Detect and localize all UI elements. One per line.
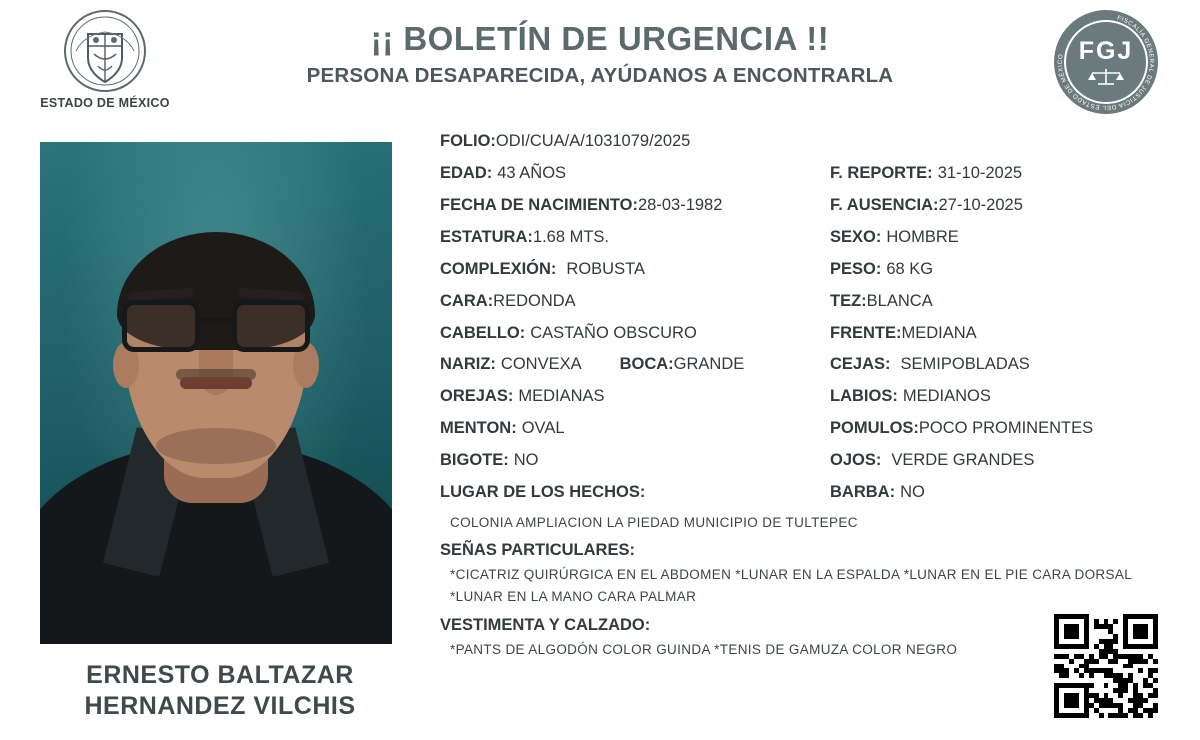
field-estatura-value: 1.68 MTS.	[532, 227, 610, 246]
field-complexion-value: ROBUSTA	[566, 259, 645, 278]
fgj-logo	[1054, 10, 1158, 114]
section-vestimenta	[440, 614, 1160, 660]
field-peso-value: 68 KG	[886, 259, 934, 278]
row-cara-tez	[440, 290, 1160, 314]
field-bigote	[440, 449, 830, 473]
field-complexion-label: COMPLEXIÓN:	[440, 259, 557, 278]
field-frente-label: FRENTE:	[830, 323, 902, 342]
field-bigote-value: NO	[513, 451, 539, 470]
field-f-ausencia-value: 27-10-2025	[938, 195, 1023, 214]
field-cabello-label: CABELLO:	[440, 323, 526, 342]
field-orejas-value: MEDIANAS	[518, 387, 605, 406]
field-fecha-nacimiento-label: FECHA DE NACIMIENTO:	[440, 195, 638, 214]
field-ojos	[830, 449, 1160, 473]
field-orejas-label: OREJAS:	[440, 387, 514, 406]
field-cejas-value: SEMIPOBLADAS	[900, 355, 1030, 374]
section-vestimenta-line-1: *PANTS DE ALGODÓN COLOR GUINDA *TENIS DE GAMUZA COLOR NEGRO	[450, 641, 958, 657]
field-fecha-nacimiento	[440, 194, 830, 218]
field-tez-label: TEZ:	[830, 291, 867, 310]
field-folio	[440, 130, 830, 154]
field-nariz-label: NARIZ:	[440, 355, 496, 374]
field-menton-label: MENTON:	[440, 419, 517, 438]
field-ojos-label: OJOS:	[830, 451, 882, 470]
field-frente-value: MEDIANA	[901, 323, 977, 342]
section-senas-line-2: *LUNAR EN LA MANO CARA PALMAR	[450, 589, 697, 605]
field-edad	[440, 162, 830, 186]
field-ojos-value: VERDE GRANDES	[891, 451, 1035, 470]
field-cara-value: REDONDA	[493, 291, 576, 310]
poster-header	[0, 0, 1200, 120]
field-peso	[830, 258, 1160, 282]
poster-title: ¡¡ BOLETÍN DE URGENCIA !!	[370, 20, 830, 57]
person-name-line1: ERNESTO BALTAZAR	[86, 661, 354, 689]
field-barba-value: NO	[900, 483, 925, 502]
field-tez-value: BLANCA	[866, 291, 933, 310]
row-menton-pomulos	[440, 417, 1160, 441]
field-f-ausencia	[830, 194, 1160, 218]
section-vestimenta-label: VESTIMENTA Y CALZADO:	[440, 615, 651, 634]
field-cara	[440, 290, 830, 314]
field-orejas	[440, 385, 830, 409]
field-labios	[830, 385, 1160, 409]
field-folio-label: FOLIO:	[440, 132, 496, 150]
row-lugar-barba	[440, 481, 1160, 505]
section-lugar-label: LUGAR DE LOS HECHOS:	[440, 483, 646, 502]
field-menton-value: OVAL	[521, 419, 565, 438]
field-pomulos	[830, 417, 1160, 441]
field-fecha-nacimiento-value: 28-03-1982	[638, 195, 723, 214]
field-f-reporte-label: F. REPORTE:	[830, 163, 933, 182]
qr-code[interactable]	[1054, 614, 1158, 718]
section-senas	[440, 539, 1160, 607]
field-frente	[830, 322, 1160, 346]
field-sexo-value: HOMBRE	[886, 227, 959, 246]
section-lugar-line-1: COLONIA AMPLIACION LA PIEDAD MUNICIPIO DE TULTEPEC	[450, 515, 858, 531]
field-nariz-value: CONVEXA	[500, 355, 582, 374]
field-labios-label: LABIOS:	[830, 387, 898, 406]
poster-subtitle: PERSONA DESAPARECIDA, AYÚDANOS A ENCONTRARLA	[306, 64, 894, 87]
row-complexion-peso	[440, 258, 1160, 282]
row-nariz-boca-cejas	[440, 353, 1160, 377]
field-boca-label: BOCA:	[619, 355, 674, 374]
field-sexo-label: SEXO:	[830, 227, 882, 246]
photo-column	[40, 142, 400, 723]
row-folio	[440, 130, 1160, 154]
section-senas-label: SEÑAS PARTICULARES:	[440, 541, 635, 560]
field-f-reporte-value: 31-10-2025	[937, 163, 1023, 182]
field-cabello-value: CASTAÑO OBSCURO	[530, 323, 697, 342]
field-pomulos-label: POMULOS:	[830, 419, 919, 438]
field-cejas-label: CEJAS:	[830, 355, 891, 374]
field-edad-label: EDAD:	[440, 163, 493, 182]
person-name	[40, 660, 400, 723]
title-block	[0, 20, 1200, 88]
section-senas-line-1: *CICATRIZ QUIRÚRGICA EN EL ABDOMEN *LUNAR EN LA ESPALDA *LUNAR EN EL PIE CARA DORSAL	[450, 567, 1133, 583]
state-label: ESTADO DE MÉXICO	[40, 96, 170, 110]
row-edad-freporte	[440, 162, 1160, 186]
person-photo	[40, 142, 392, 644]
field-cara-label: CARA:	[440, 291, 494, 310]
field-cabello	[440, 322, 830, 346]
field-boca-value: GRANDE	[673, 355, 745, 374]
field-nariz-boca	[440, 353, 830, 377]
row-bigote-ojos	[440, 449, 1160, 473]
field-complexion	[440, 258, 830, 282]
section-lugar-label-wrap	[440, 481, 830, 505]
field-bigote-label: BIGOTE:	[440, 451, 509, 470]
field-estatura-label: ESTATURA:	[440, 227, 533, 246]
row-nacimiento-fausencia	[440, 194, 1160, 218]
row-cabello-frente	[440, 322, 1160, 346]
row-orejas-labios	[440, 385, 1160, 409]
field-sexo	[830, 226, 1160, 250]
field-f-reporte	[830, 162, 1160, 186]
field-labios-value: MEDIANOS	[902, 387, 991, 406]
field-tez	[830, 290, 1160, 314]
field-pomulos-value: POCO PROMINENTES	[918, 419, 1094, 438]
person-name-line2: HERNANDEZ VILCHIS	[84, 692, 356, 721]
field-f-ausencia-label: F. AUSENCIA:	[830, 195, 939, 214]
field-folio-value: ODI/CUA/A/1031079/2025	[495, 132, 691, 150]
field-menton	[440, 417, 830, 441]
field-peso-label: PESO:	[830, 259, 882, 278]
field-cejas	[830, 353, 1160, 377]
data-panel	[440, 130, 1160, 666]
field-barba-label: BARBA:	[830, 483, 896, 502]
fgj-acronym: FGJ	[1078, 37, 1134, 65]
scales-icon	[1086, 67, 1126, 85]
field-barba	[830, 481, 1160, 505]
svg-text:FISCALÍA GENERAL DE JUSTICIA D: FISCALÍA GENERAL DE JUSTICIA DEL ESTADO DE MÉXICO	[1056, 14, 1155, 112]
field-estatura	[440, 226, 830, 250]
field-edad-value: 43 AÑOS	[497, 163, 567, 182]
row-estatura-sexo	[440, 226, 1160, 250]
